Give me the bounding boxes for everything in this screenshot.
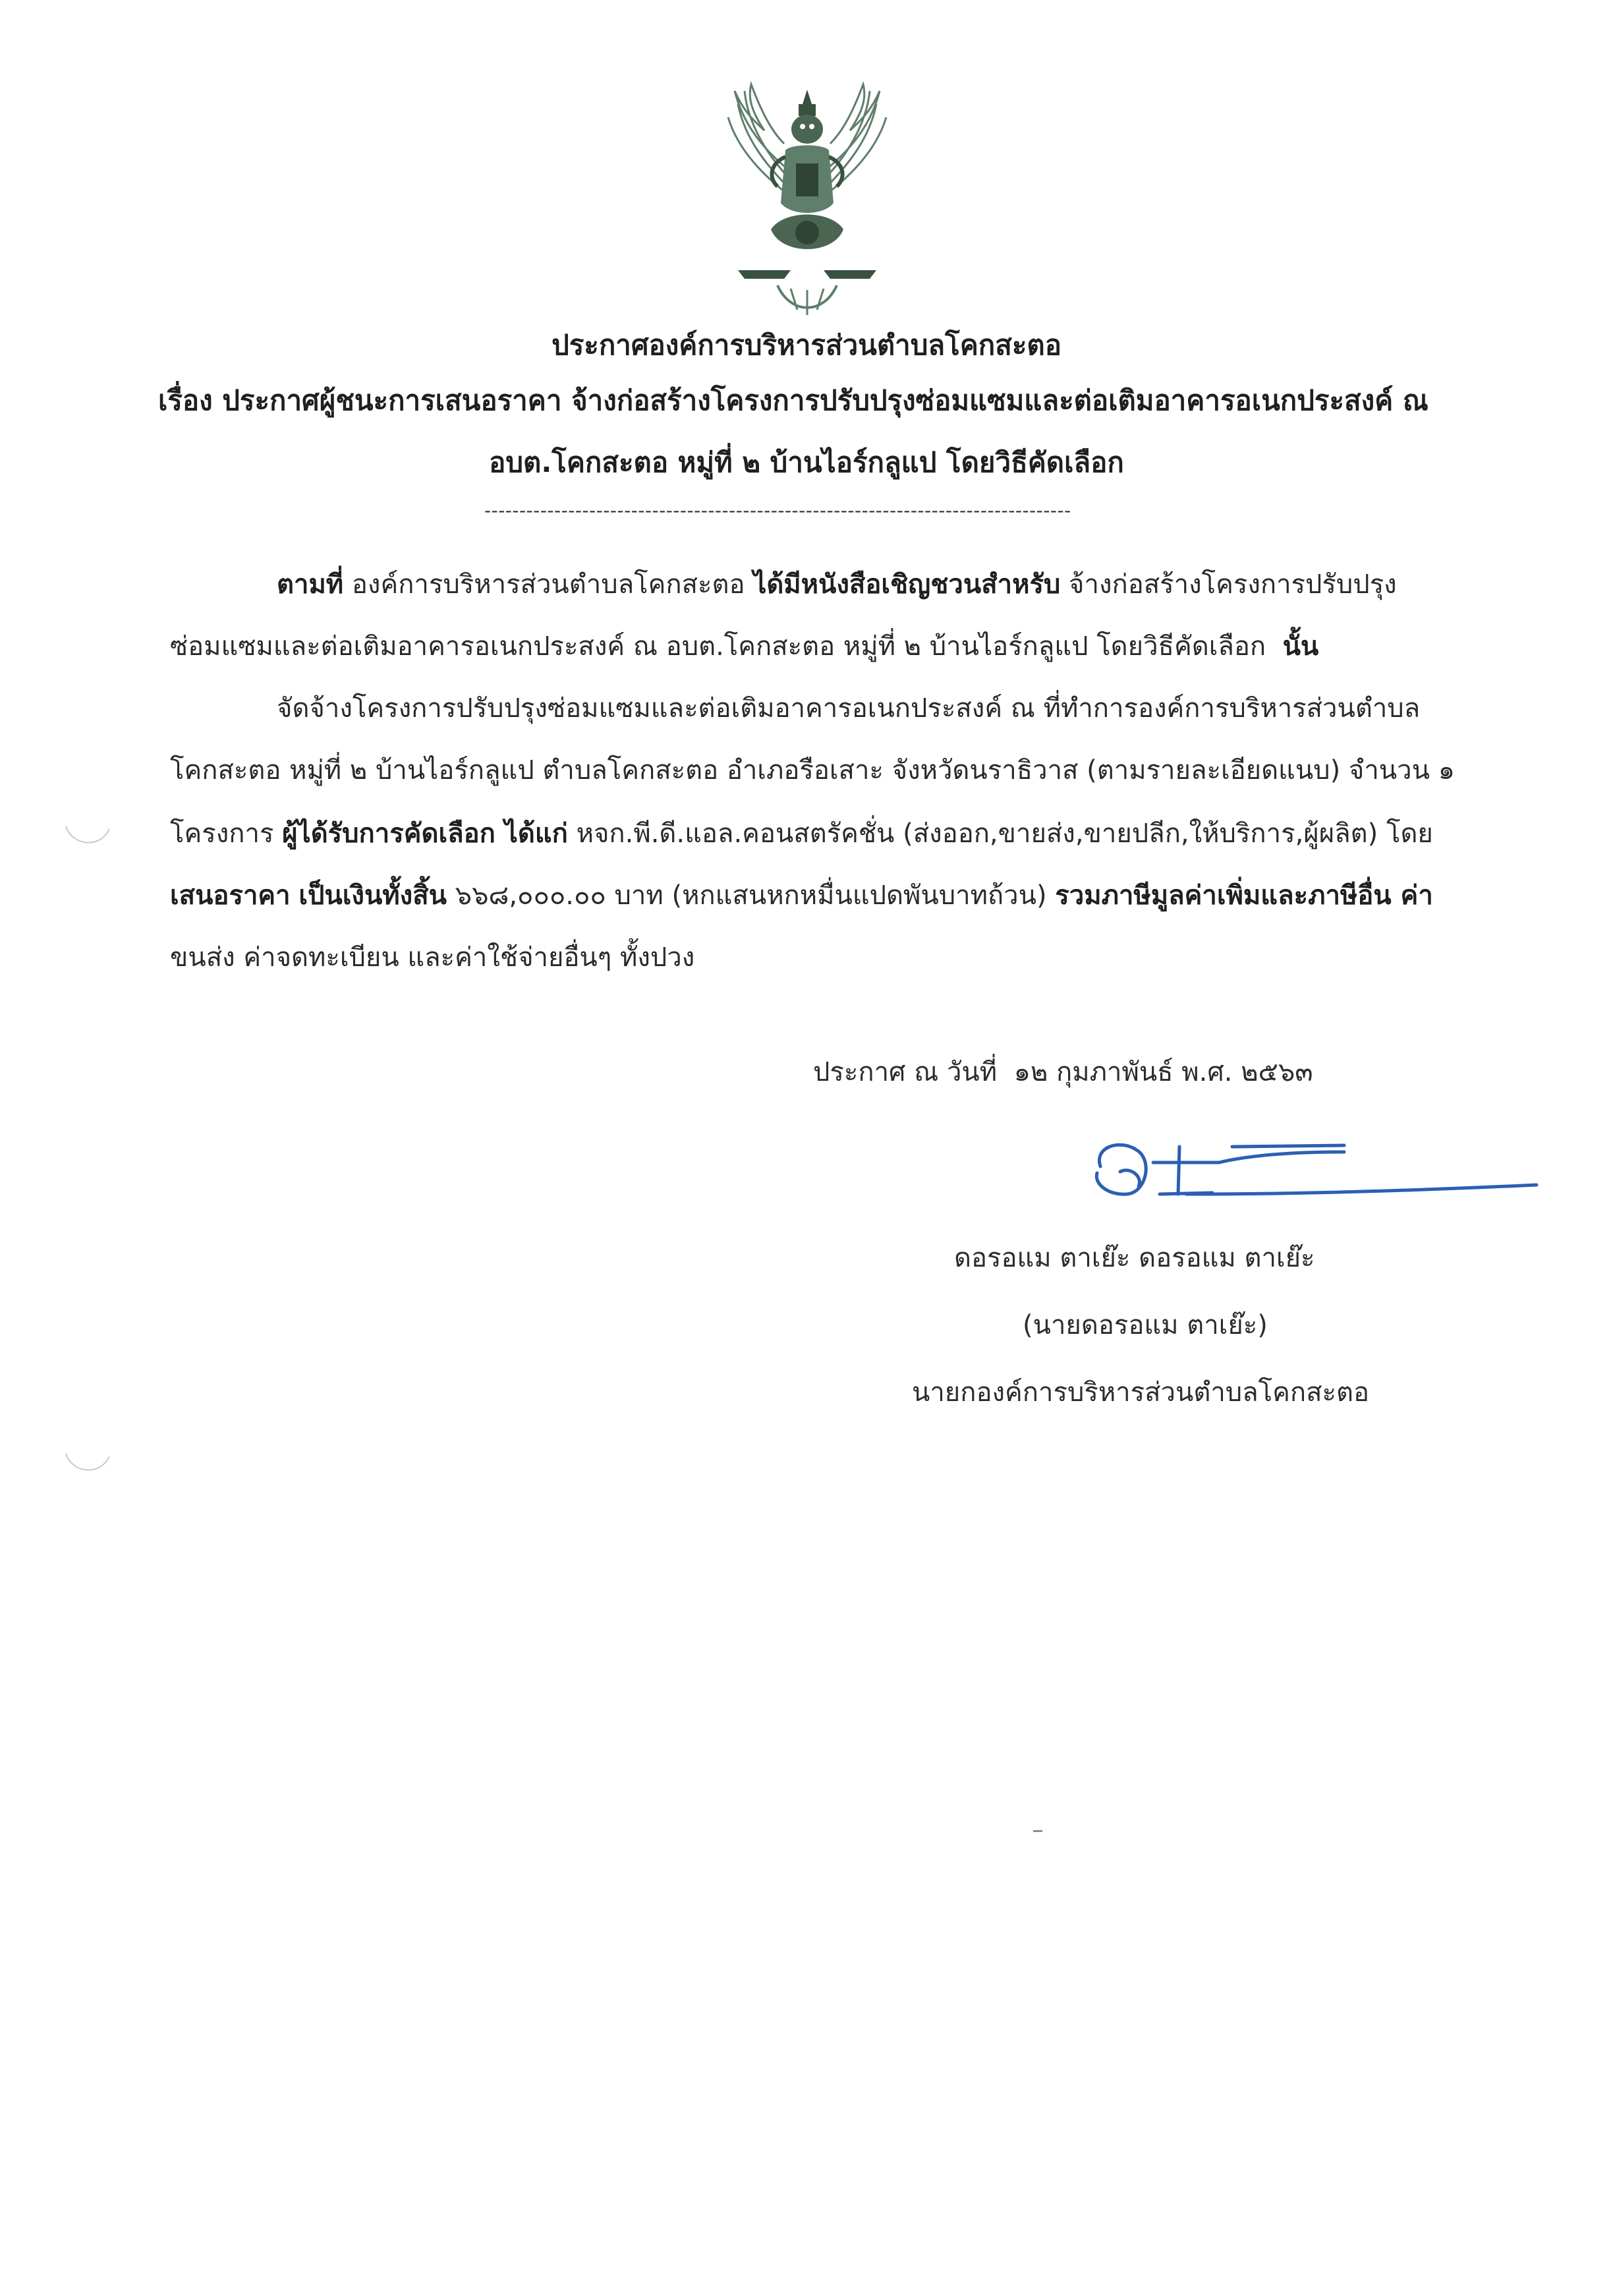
p2-amount: ๖๖๘,๐๐๐.๐๐ บาท (หกแสนหกหมื่นแปดพันบาทถ้วน) (455, 880, 1047, 911)
signatory-position: นายกองค์การบริหารส่วนตำบลโคกสะตอ (912, 1377, 1370, 1408)
subject-text: จ้างก่อสร้างโครงการปรับปรุงซ่อมแซมและต่อเติมอาคารอเนกประสงค์ ณ (571, 384, 1429, 416)
announcement-date-line (813, 1053, 1313, 1091)
paragraph-2-line-1: จัดจ้างโครงการปรับปรุงซ่อมแซมและต่อเติมอาคารอเนกประสงค์ ณ ที่ทำการองค์การบริหารส่วนตำบล (277, 693, 1421, 724)
p2-winner-name: หจก.พี.ดี.แอล.คอนสตรัคชั่น (ส่งออก,ขายส่ง,ขายปลีก,ให้บริการ,ผู้ผลิต) โดย (576, 818, 1433, 849)
handwritten-signature (1081, 1120, 1542, 1226)
paragraph-1-line-1 (277, 565, 1397, 604)
garuda-emblem-icon (698, 78, 916, 323)
p1-project: จ้างก่อสร้างโครงการปรับปรุง (1069, 569, 1397, 600)
punch-hole-mark (63, 1450, 112, 1479)
subject-label: เรื่อง ประกาศผู้ชนะการเสนอราคา (158, 384, 562, 416)
paragraph-2-line-2: โคกสะตอ หมู่ที่ ๒ บ้านไอร์กลูแป ตำบลโคกสะตอ อำเภอรือเสาะ จังหวัดนราธิวาส (ตามรายละเอียดแนบ) จำนวน ๑ (170, 755, 1456, 786)
signatory-printed-name: ดอรอแม ตาเย๊ะ ดอรอแม ตาเย๊ะ (954, 1243, 1315, 1273)
paragraph-2-line-3 (170, 815, 1433, 853)
paragraph-2-line-5: ขนส่ง ค่าจดทะเบียน และค่าใช้จ่ายอื่นๆ ทั้งปวง (170, 942, 695, 973)
p2-total-label: เป็นเงินทั้งสิ้น (298, 880, 447, 911)
org-heading: ประกาศองค์การบริหารส่วนตำบลโคกสะตอ (552, 329, 1061, 361)
paragraph-2-line-4 (170, 876, 1433, 915)
punch-hole-mark (63, 822, 112, 851)
announcement-date: ๑๒ กุมภาพันธ์ พ.ศ. ๒๕๖๓ (1013, 1057, 1313, 1087)
separator-line: ------------------------------------------------------------------------------------ (484, 501, 1071, 521)
paragraph-1-line-2 (170, 627, 1318, 666)
signatory-name-parens: (นายดอรอแม ตาเย๊ะ) (1023, 1310, 1268, 1340)
p1-org: องค์การบริหารส่วนตำบลโคกสะตอ (351, 569, 745, 600)
p1-invitation: ได้มีหนังสือเชิญชวนสำหรับ (753, 569, 1061, 600)
p2-project-word: โครงการ (170, 818, 274, 849)
subject-line-2: อบต.โคกสะตอ หมู่ที่ ๒ บ้านไอร์กลูแป โดยวิธีคัดเลือก (489, 446, 1124, 478)
p2-bid-label: เสนอราคา (170, 880, 291, 911)
p2-winner-label: ผู้ได้รับการคัดเลือก ได้แก่ (282, 818, 568, 849)
p2-tax-note: รวมภาษีมูลค่าเพิ่มและภาษีอื่น ค่า (1055, 880, 1433, 911)
p1-end: นั้น (1282, 631, 1319, 662)
scan-speck (1033, 1829, 1042, 1833)
p1-line-2-text: ซ่อมแซมและต่อเติมอาคารอเนกประสงค์ ณ อบต.โคกสะตอ หมู่ที่ ๒ บ้านไอร์กลูแป โดยวิธีคัดเลือก (170, 631, 1266, 662)
p1-lead: ตามที่ (277, 569, 344, 600)
subject-line (158, 381, 1463, 420)
announcement-label: ประกาศ ณ วันที่ (813, 1057, 998, 1087)
